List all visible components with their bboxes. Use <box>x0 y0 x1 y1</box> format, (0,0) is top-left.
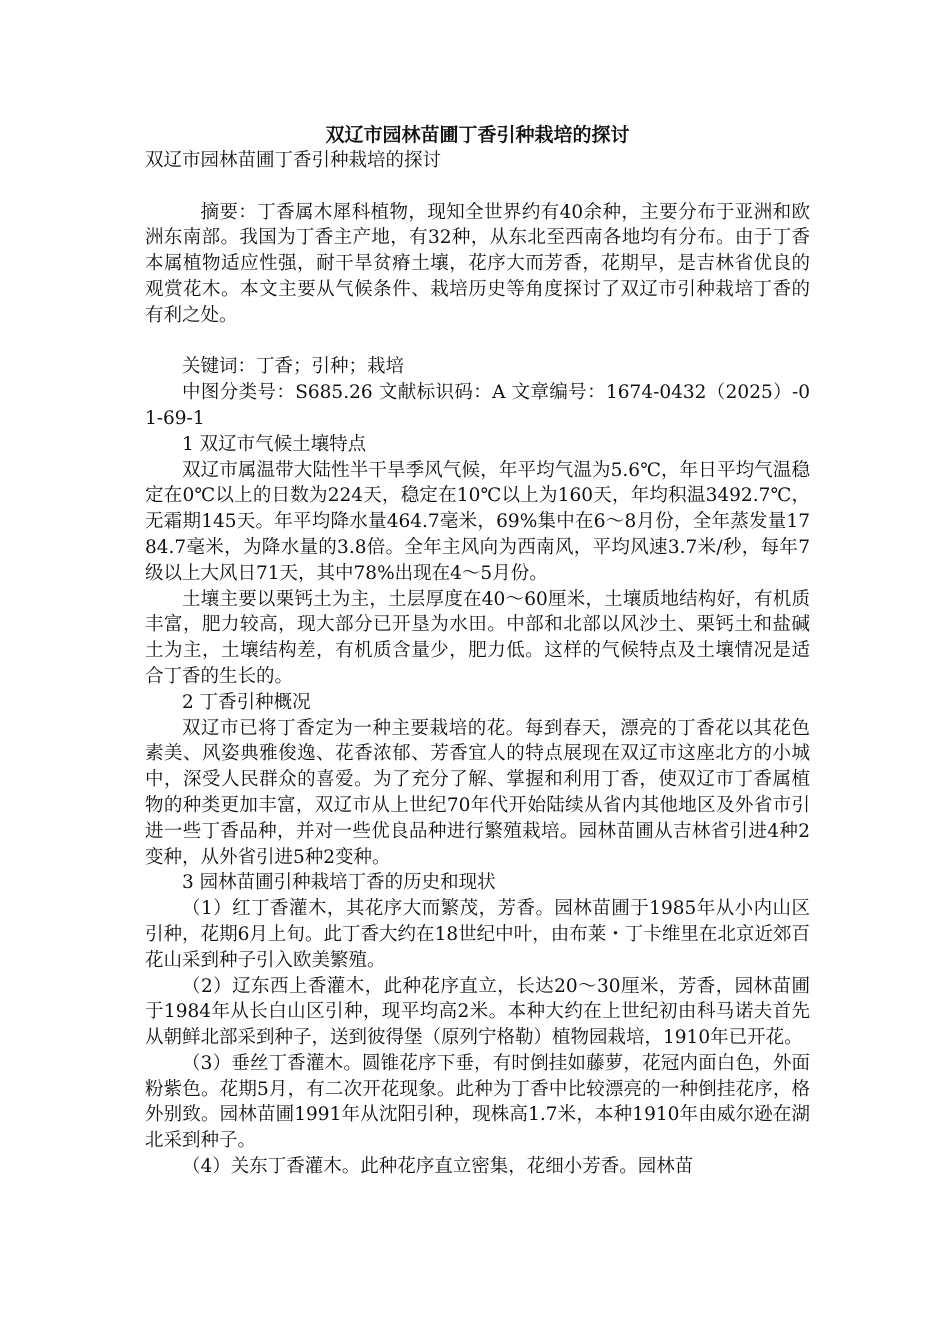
spacer <box>145 329 810 355</box>
section-1-heading: 1 双辽市气候土壤特点 <box>182 433 367 455</box>
section-3-item-4: （4）关东丁香灌木。此种花序直立密集，花细小芳香。园林苗 <box>182 1156 694 1178</box>
section-2-heading: 2 丁香引种概况 <box>182 691 311 713</box>
section-3-item-2: （2）辽东西上香灌木，此种花序直立，长达20～30厘米，芳香，园林苗圃于1984年从长白山区引种，现平均高2米。本种大约在上世纪初由科马诺夫首先从朝鲜北部采到种子，送到彼得堡（原列宁格勒）植物园栽培，1910年已开花。 <box>145 975 810 1049</box>
document-page <box>145 122 810 1180</box>
spacer <box>145 174 810 200</box>
section-1-paragraph-soil: 土壤主要以栗钙土为主，土层厚度在40～60厘米，土壤质地结构好，有机质丰富，肥力较高，现大部分已开垦为水田。中部和北部以风沙土、栗钙土和盐碱土为主，土壤结构差，有机质含量少，肥力低。这样的气候特点及土壤情况是适合丁香的生长的。 <box>145 588 810 687</box>
classification-line: 中图分类号：S685.26 文献标识码：A 文章编号：1674-0432（2025）-01-69-1 <box>145 382 810 429</box>
section-3-heading: 3 园林苗圃引种栽培丁香的历史和现状 <box>182 872 496 894</box>
document-title: 双辽市园林苗圃丁香引种栽培的探讨 <box>325 124 630 146</box>
section-1-paragraph-climate: 双辽市属温带大陆性半干旱季风气候，年平均气温为5.6℃，年日平均气温稳定在0℃以上的日数为224天，稳定在10℃以上为160天，年均积温3492.7℃，无霜期145天。年平均降水量464.7毫米，69%集中在6～8月份，全年蒸发量1784.7毫米，为降水量的3.8倍。全年主风向为西南风，平均风速3.7米/秒，每年7级以上大风日71天，其中78%出现在4～5月份。 <box>145 459 810 584</box>
abstract-paragraph: 摘要：丁香属木犀科植物，现知全世界约有40余种，主要分布于亚洲和欧洲东南部。我国为丁香主产地，有32种，从东北至西南各地均有分布。由于丁香本属植物适应性强，耐干旱贫瘠土壤，花序大而芳香，花期早，是吉林省优良的观赏花木。本文主要从气候条件、栽培历史等角度探讨了双辽市引种栽培丁香的有利之处。 <box>145 201 810 326</box>
section-2-paragraph: 双辽市已将丁香定为一种主要栽培的花。每到春天，漂亮的丁香花以其花色素美、风姿典雅俊逸、花香浓郁、芳香宜人的特点展现在双辽市这座北方的小城中，深受人民群众的喜爱。为了充分了解、掌握和利用丁香，使双辽市丁香属植物的种类更加丰富，双辽市从上世纪70年代开始陆续从省内其他地区及外省市引进一些丁香品种，并对一些优良品种进行繁殖栽培。园林苗圃从吉林省引进4种2变种，从外省引进5种2变种。 <box>145 717 810 868</box>
document-subtitle: 双辽市园林苗圃丁香引种栽培的探讨 <box>145 150 442 171</box>
section-3-item-3: （3）垂丝丁香灌木。圆锥花序下垂，有时倒挂如藤萝，花冠内面白色，外面粉紫色。花期5月，有二次开花现象。此种为丁香中比较漂亮的一种倒挂花序，格外别致。园林苗圃1991年从沈阳引种，现株高1.7米，本种1910年由威尔逊在湖北采到种子。 <box>145 1052 810 1152</box>
keywords-line: 关键词：丁香；引种；栽培 <box>182 356 405 378</box>
section-3-item-1: （1）红丁香灌木，其花序大而繁茂，芳香。园林苗圃于1985年从小内山区引种，花期6月上旬。此丁香大约在18世纪中叶，由布莱・丁卡维里在北京近郊百花山采到种子引入欧美繁殖。 <box>145 898 810 971</box>
